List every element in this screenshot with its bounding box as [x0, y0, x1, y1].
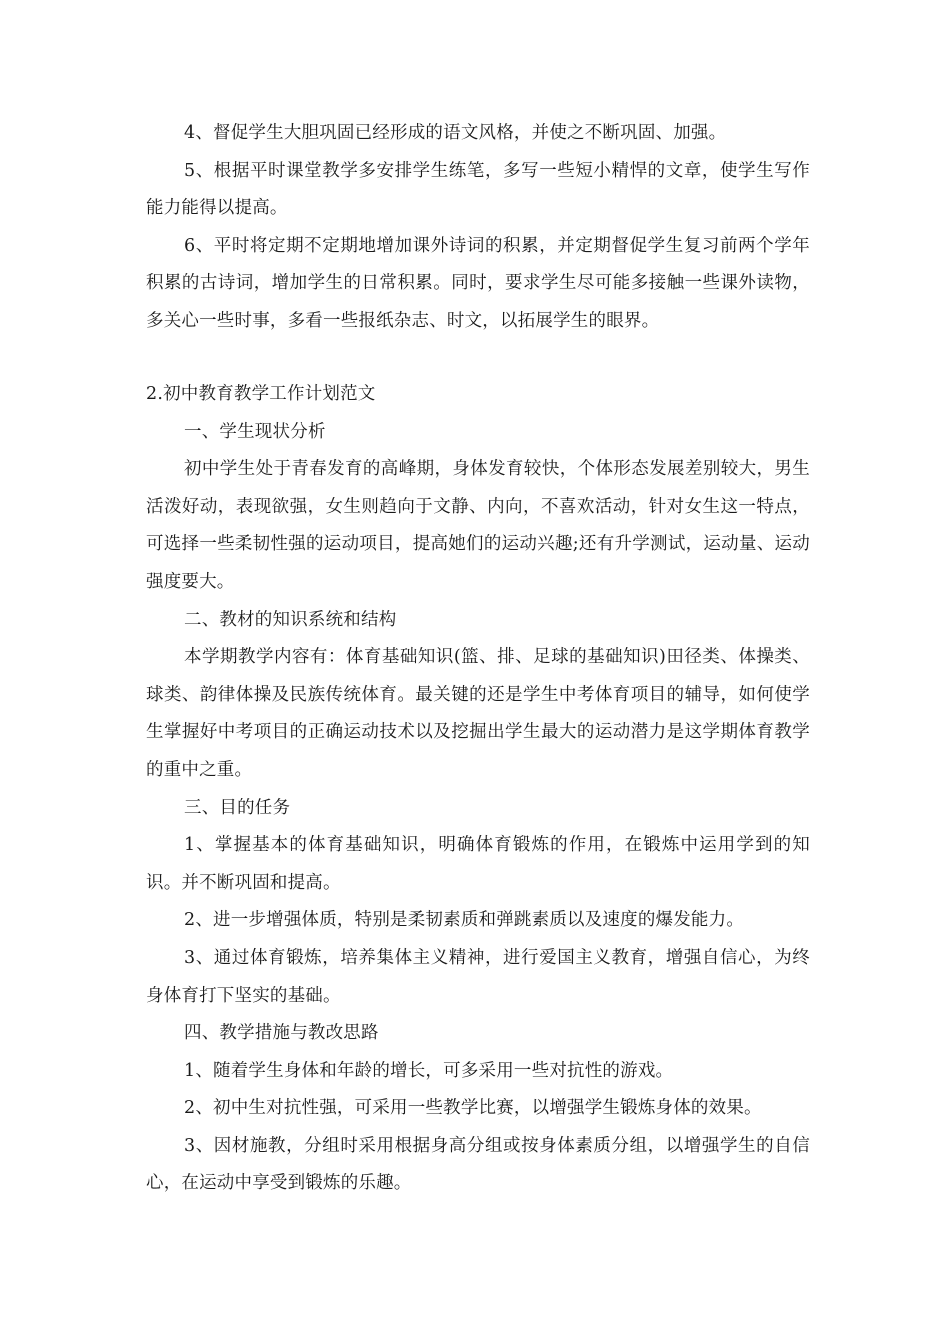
paragraph-objective-3: 3、通过体育锻炼，培养集体主义精神，进行爱国主义教育，增强自信心，为终身体育打下坚实的基础。: [146, 947, 810, 1006]
paragraph-item-5: 5、根据平时课堂教学多安排学生练笔，多写一些短小精悍的文章，使学生写作能力能得以提高。: [146, 160, 810, 219]
section-title: 2.初中教育教学工作计划范文: [146, 384, 376, 404]
section-2: [146, 376, 810, 1203]
paragraph-measure-3: 3、因材施教，分组时采用根据身高分组或按身体素质分组，以增强学生的自信心，在运动中享受到锻炼的乐趣。: [146, 1135, 810, 1194]
paragraph-objective-2: 2、进一步增强体质，特别是柔韧素质和弹跳素质以及速度的爆发能力。: [184, 910, 745, 931]
heading-objectives: 三、目的任务: [184, 797, 291, 818]
paragraph-measure-2: 2、初中生对抗性强，可采用一些教学比赛，以增强学生锻炼身体的效果。: [184, 1098, 762, 1119]
heading-student-status: 一、学生现状分析: [184, 421, 326, 442]
heading-measures: 四、教学措施与教改思路: [184, 1023, 379, 1044]
paragraph-objective-1: 1、掌握基本的体育基础知识，明确体育锻炼的作用，在锻炼中运用学到的知识。并不断巩固和提高。: [146, 835, 810, 893]
paragraph-student-status: 初中学生处于青春发育的高峰期，身体发育较快，个体形态发展差别较大，男生活泼好动，表现欲强，女生则趋向于文静、内向，不喜欢活动，针对女生这一特点，可选择一些柔韧性强的运动项目，提高她们的运动兴趣;还有升学测试，运动量、运动强度要大。: [146, 459, 810, 592]
heading-textbook-structure: 二、教材的知识系统和结构: [184, 609, 397, 630]
paragraph-item-6: 6、平时将定期不定期地增加课外诗词的积累，并定期督促学生复习前两个学年积累的古诗词，增加学生的日常积累。同时，要求学生尽可能多接触一些课外读物，多关心一些时事，多看一些报纸杂志、时文，以拓展学生的眼界。: [146, 235, 810, 331]
paragraph-item-4: 4、督促学生大胆巩固已经形成的语文风格，并使之不断巩固、加强。: [184, 123, 727, 143]
paragraph-measure-1: 1、随着学生身体和年龄的增长，可多采用一些对抗性的游戏。: [184, 1060, 674, 1081]
section-top: [146, 115, 810, 341]
paragraph-textbook-structure: 本学期教学内容有：体育基础知识(篮、排、足球的基础知识)田径类、体操类、球类、韵律体操及民族传统体育。最关键的还是学生中考体育项目的辅导，如何使学生掌握好中考项目的正确运动技术以及挖掘出学生最大的运动潜力是这学期体育教学的重中之重。: [146, 647, 810, 780]
